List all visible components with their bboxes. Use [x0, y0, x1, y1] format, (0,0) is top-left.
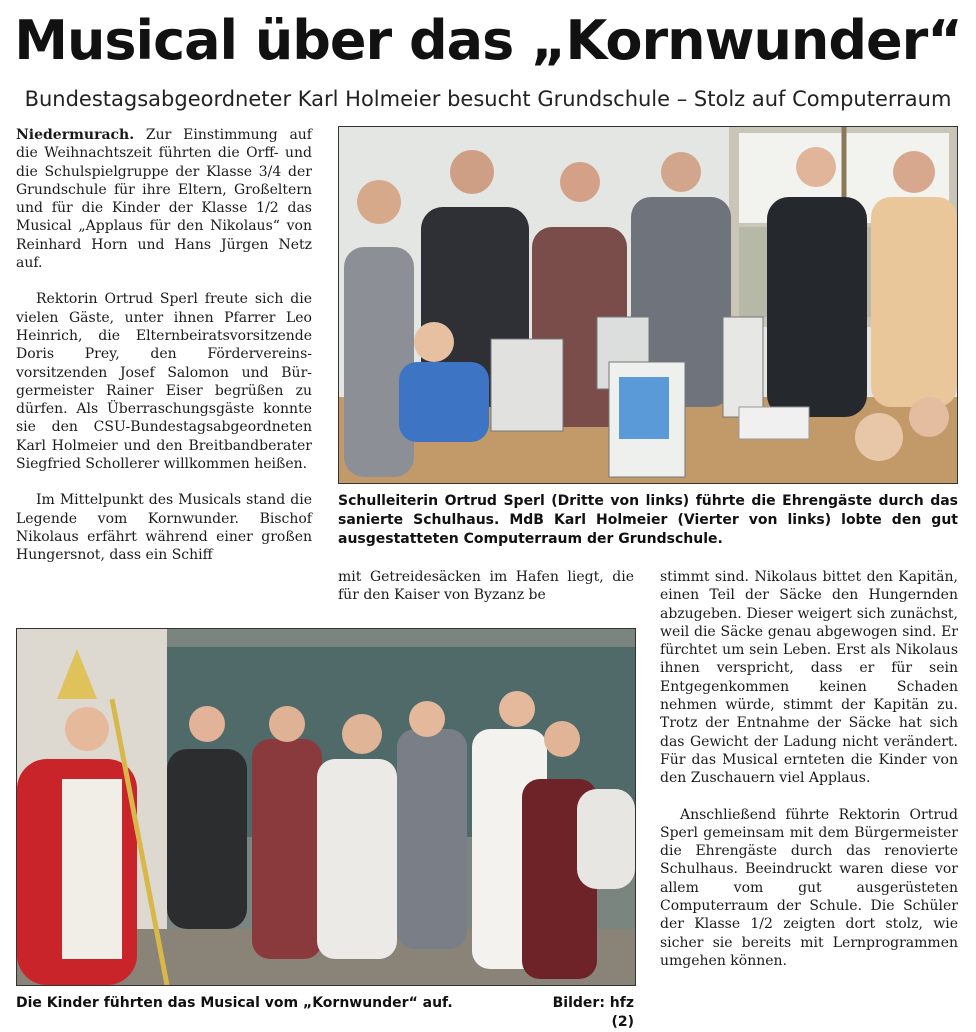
article-paragraph: mit Getreidesäcken im Hafen liegt, die für den Kaiser von Byzanz be [338, 569, 634, 604]
headline: Musical über das „Kornwunder“ [14, 9, 962, 72]
article-paragraph: Im Mittelpunkt des Musicals stand die Legende vom Kornwunder. Bischof Nikolaus erfährt während einer großen Hungersnot, dass ein Schiff [16, 492, 312, 564]
article-column-1 [16, 126, 312, 583]
article-paragraph: Rektorin Ortrud Sperl freute sich die vielen Gäste, unter ihnen Pfarrer Leo Heinrich, die Elternbeiratsvorsitzende Doris Prey, den Fördervereinsvorsitzenden Josef Salomon und Bürgermeister Rainer Eiser begrüßen zu dürfen. Als Überraschungsgäste konnte sie den CSU-Bundestagsabgeordneten Karl Holmeier und den Breitbandberater Siegfried Schollerer willkommen heißen. [16, 291, 312, 473]
computer-room-photo-image [339, 127, 957, 483]
article-column-3 [660, 568, 958, 988]
article-paragraph: Anschließend führte Rektorin Ortrud Sperl gemeinsam mit dem Bürgermeister die Ehrengäste durch das renovierte Schulhaus. Beeindruckt waren diese vor allem vom gut ausgerüsteten Computerraum der Schule. Die Schüler der Klasse 1/2 zeigten dort stolz, wie sicher sie bereits mit Lernprogrammen umgehen können. [660, 806, 958, 969]
article-column-2 [338, 568, 634, 623]
article-paragraph: Niedermurach. Zur Einstimmung auf die Weihnachtszeit führten die Orff- und die Schulspielgruppe der Klasse 3/4 der Grundschule für ihre Eltern, Großeltern und für die Kinder der Klasse 1/2 das Musical „Applaus für den Nikolaus“ von Reinhard Horn und Hans Jürgen Netz auf. [16, 127, 312, 272]
computer-room-photo [338, 126, 958, 484]
article-paragraph: stimmt sind. Nikolaus bittet den Kapitän, einen Teil der Säcke den Hungernden abzugeben. Dieser weigert sich zunächst, weil die Säcke genau abgewogen sind. Er fürchtet um sein Leben. Erst als Nikolaus ihnen verspricht, dass er für sein Entgegenkommen keinen Schaden nehmen würde, stimmt der Kapitän zu. Trotz der Entnahme der Säcke hat sich das Gewicht der Ladung nicht verändert. Für das Musical ernteten die Kinder von den Zuschauern viel Applaus. [660, 569, 958, 787]
photo-caption: Die Kinder führten das Musical vom „Kornwunder“ auf. [16, 995, 453, 1011]
musical-photo-image [17, 629, 635, 985]
photo-caption: Schulleiterin Ortrud Sperl (Dritte von links) führte die Ehrengäste durch das sanierte Schulhaus. MdB Karl Holmeier (Vierter von links) lobte den gut ausgestatteten Computerraum der Grundschule. [338, 493, 958, 547]
musical-photo [16, 628, 636, 986]
photo-credit: Bilder: hfz (2) [552, 995, 634, 1030]
dateline: Niedermurach. [16, 127, 135, 143]
subheadline: Bundestagsabgeordneter Karl Holmeier besucht Grundschule – Stolz auf Computerraum [24, 87, 952, 111]
